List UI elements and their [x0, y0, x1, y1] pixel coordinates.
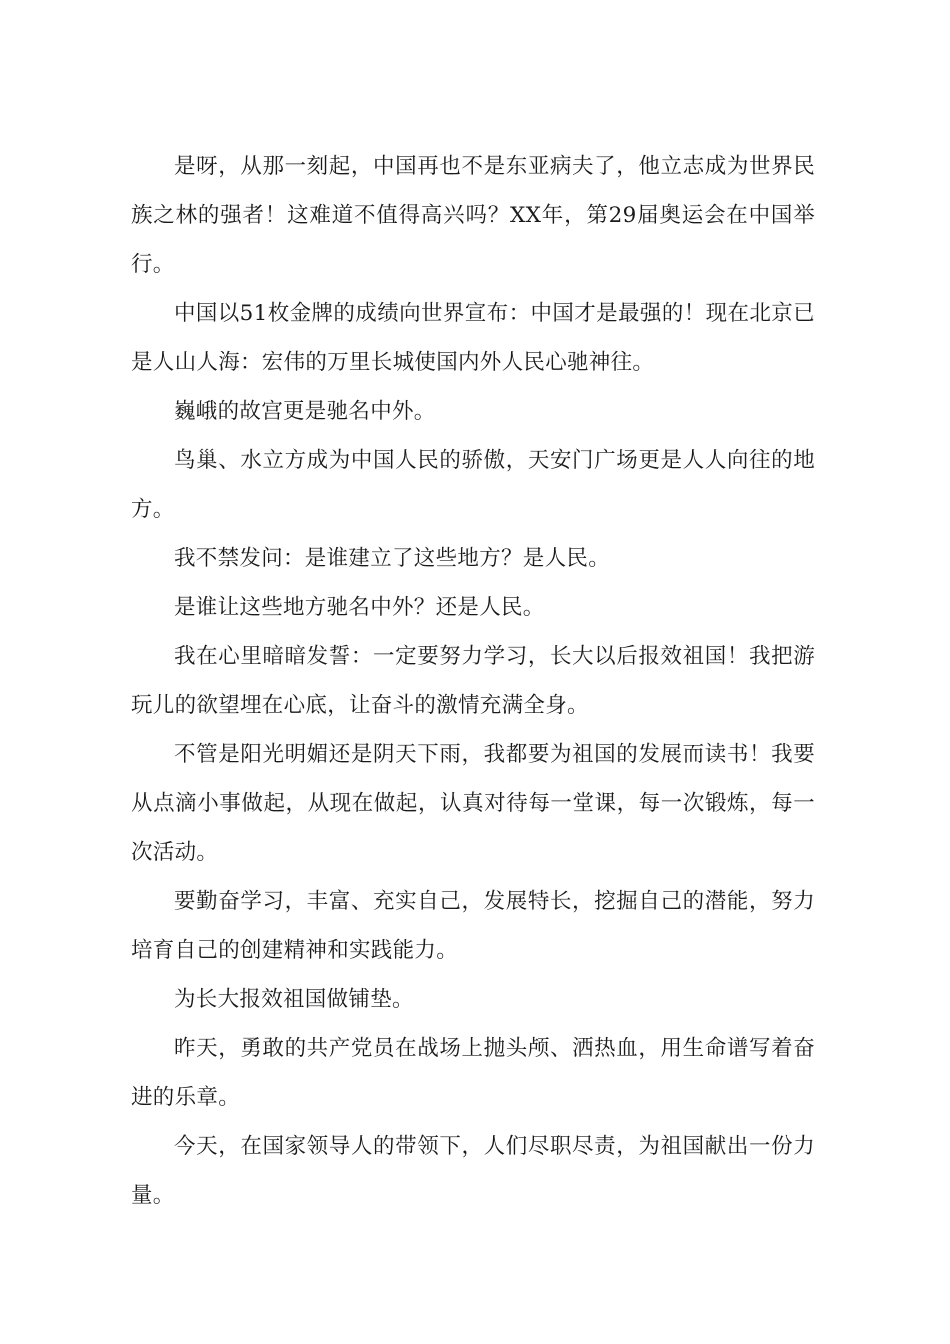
- paragraph: 昨天，勇敢的共产党员在战场上抛头颅、洒热血，用生命谱写着奋进的乐章。: [131, 1036, 815, 1110]
- paragraph: 巍峨的故宫更是驰名中外。: [174, 399, 436, 424]
- paragraph: 为长大报效祖国做铺垫。: [174, 987, 414, 1012]
- paragraph: 鸟巢、水立方成为中国人民的骄傲，天安门广场更是人人向往的地方。: [131, 448, 815, 522]
- document-body: [131, 142, 815, 1220]
- paragraph: 中国以51枚金牌的成绩向世界宣布：中国才是最强的！现在北京已是人山人海：宏伟的万里长城使国内外人民心驰神往。: [131, 301, 815, 375]
- paragraph: 要勤奋学习，丰富、充实自己，发展特长，挖掘自己的潜能，努力培育自己的创建精神和实践能力。: [131, 889, 815, 963]
- paragraph: 不管是阳光明媚还是阴天下雨，我都要为祖国的发展而读书！我要从点滴小事做起，从现在做起，认真对待每一堂课，每一次锻炼，每一次活动。: [131, 742, 815, 865]
- paragraph: 我不禁发问：是谁建立了这些地方？是人民。: [174, 546, 611, 571]
- paragraph: 是谁让这些地方驰名中外？还是人民。: [174, 595, 545, 620]
- paragraph: 今天，在国家领导人的带领下，人们尽职尽责，为祖国献出一份力量。: [131, 1134, 815, 1208]
- paragraph: 我在心里暗暗发誓：一定要努力学习，长大以后报效祖国！我把游玩儿的欲望埋在心底，让奋斗的激情充满全身。: [131, 644, 815, 718]
- paragraph: 是呀，从那一刻起，中国再也不是东亚病夫了，他立志成为世界民族之林的强者！这难道不值得高兴吗？XX年，第29届奥运会在中国举行。: [131, 154, 815, 277]
